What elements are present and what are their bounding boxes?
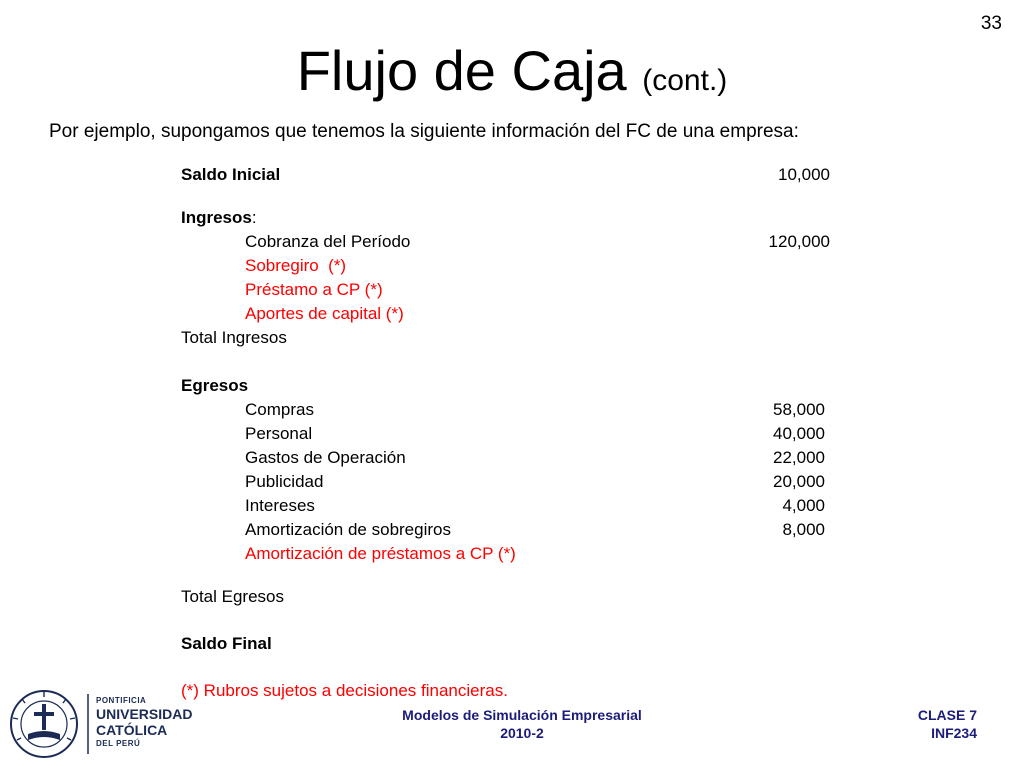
logo-line4: DEL PERÚ	[96, 739, 141, 748]
university-logo	[8, 688, 208, 760]
logo-line1: PONTIFICIA	[96, 696, 147, 705]
egreso-value: 22,000	[773, 448, 825, 467]
egreso-label: Gastos de Operación	[245, 448, 406, 467]
total-ingresos-label: Total Ingresos	[181, 328, 287, 347]
egreso-label: Publicidad	[245, 472, 324, 491]
logo-line2: UNIVERSIDAD	[96, 706, 193, 722]
egreso-value: 58,000	[773, 400, 825, 419]
saldo-final-label: Saldo Final	[181, 634, 272, 653]
title-suffix: (cont.)	[642, 64, 728, 97]
egreso-value: 8,000	[782, 520, 825, 539]
footer-course-name: Modelos de Simulación Empresarial	[402, 707, 642, 723]
ingresos-header-label: Ingresos	[181, 208, 252, 227]
ingreso-label: Sobregiro (*)	[245, 256, 347, 275]
ingreso-label: Cobranza del Período	[245, 232, 411, 251]
ingreso-label: Préstamo a CP (*)	[245, 280, 383, 299]
slide-title	[0, 36, 1024, 116]
title-main: Flujo de Caja	[296, 39, 627, 102]
ingresos-header-colon: :	[251, 208, 257, 227]
ingresos-header	[181, 207, 257, 229]
egreso-label: Intereses	[245, 496, 315, 515]
total-egresos-label: Total Egresos	[181, 587, 284, 606]
egreso-label: Amortización de sobregiros	[245, 520, 451, 539]
footnote: (*) Rubros sujetos a decisiones financieras.	[181, 681, 508, 700]
egreso-label: Amortización de préstamos a CP (*)	[245, 544, 516, 563]
ingreso-label: Aportes de capital (*)	[245, 304, 404, 323]
footer-class	[918, 706, 977, 742]
ingreso-value: 120,000	[768, 232, 830, 251]
egreso-label: Personal	[245, 424, 313, 443]
intro-text: Por ejemplo, supongamos que tenemos la siguiente información del FC de una empresa:	[49, 121, 799, 142]
footer-course	[352, 706, 692, 742]
saldo-inicial-label: Saldo Inicial	[181, 165, 281, 184]
saldo-inicial-value: 10,000	[778, 165, 830, 184]
footer-course-code: INF234	[931, 725, 977, 741]
egresos-header: Egresos	[181, 376, 249, 395]
footer-term: 2010-2	[500, 725, 544, 741]
egreso-value: 40,000	[773, 424, 825, 443]
page-number: 33	[980, 13, 1002, 34]
egreso-value: 4,000	[782, 496, 825, 515]
footer-class-label: CLASE 7	[917, 707, 977, 723]
egreso-label: Compras	[245, 400, 314, 419]
logo-line3: CATÓLICA	[96, 722, 168, 738]
egreso-value: 20,000	[773, 472, 825, 491]
